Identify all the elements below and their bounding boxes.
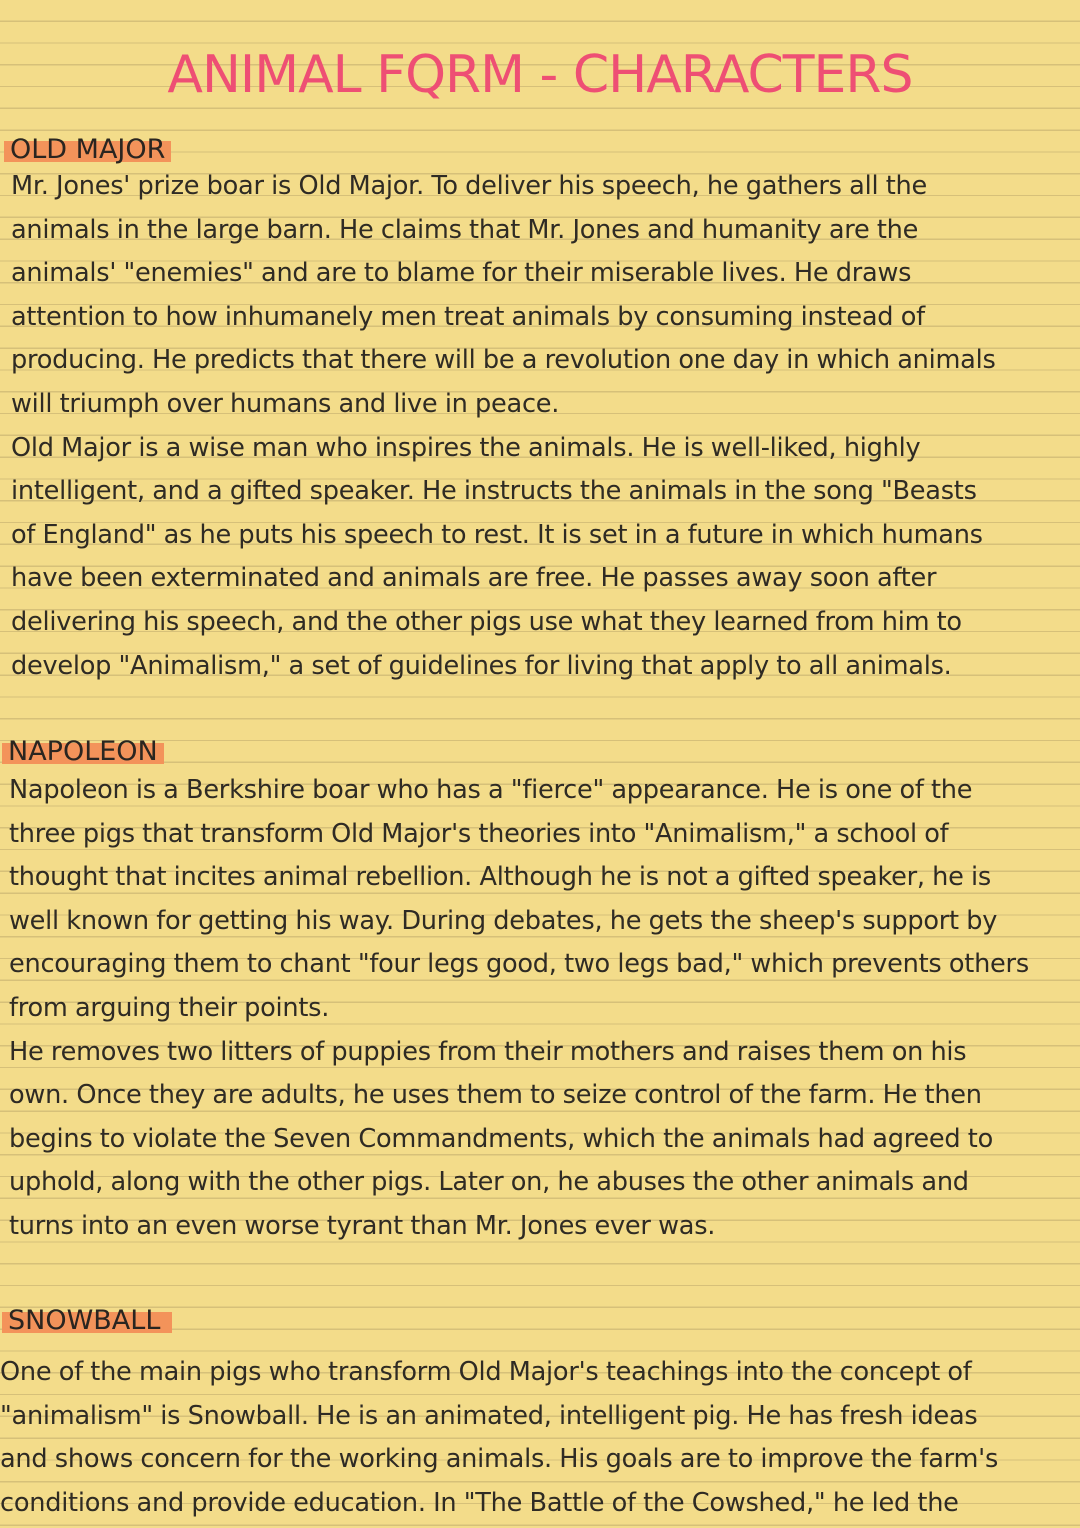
paragraph — [0, 1351, 1080, 1525]
paragraph — [11, 427, 1080, 689]
text-line: animals in the large barn. He claims that Mr. Jones and humanity are the — [11, 214, 919, 245]
section-old-major — [0, 134, 1080, 688]
section-snowball — [0, 1305, 1080, 1525]
text-line: thought that incites animal rebellion. Although he is not a gifted speaker, he is — [9, 862, 991, 893]
text-line: Napoleon is a Berkshire boar who has a "fierce" appearance. He is one of the — [9, 775, 973, 805]
text-line: begins to violate the Seven Commandments, which the animals had agreed to — [9, 1123, 993, 1154]
section-heading: OLD MAJOR — [4, 134, 171, 166]
paragraph — [11, 165, 1080, 427]
text-line: Mr. Jones' prize boar is Old Major. To deliver his speech, he gathers all the — [11, 171, 927, 201]
section-heading: NAPOLEON — [2, 736, 164, 768]
section-heading: SNOWBALL — [2, 1305, 172, 1337]
text-line: Old Major is a wise man who inspires the animals. He is well-liked, highly — [11, 432, 921, 463]
text-line: encouraging them to chant "four legs good, two legs bad," which prevents others — [9, 949, 1029, 980]
text-line: He removes two litters of puppies from their mothers and raises them on his — [9, 1036, 967, 1067]
text-line: well known for getting his way. During debates, he gets the sheep's support by — [9, 905, 998, 936]
text-line: three pigs that transform Old Major's theories into "Animalism," a school of — [9, 818, 949, 849]
text-line: producing. He predicts that there will be a revolution one day in which animals — [11, 345, 996, 376]
page-title: ANIMAL FQRM - CHARACTERS — [167, 45, 913, 105]
text-line: will triumph over humans and live in peace. — [11, 388, 560, 419]
text-line: animals' "enemies" and are to blame for their miserable lives. He draws — [11, 258, 912, 289]
text-line: intelligent, and a gifted speaker. He instructs the animals in the song "Beasts — [11, 476, 977, 507]
text-line: "animalism" is Snowball. He is an animated, intelligent pig. He has fresh ideas — [0, 1400, 978, 1431]
text-line: delivering his speech, and the other pigs use what they learned from him to — [11, 606, 962, 637]
section-napoleon — [0, 736, 1080, 1249]
text-line: own. Once they are adults, he uses them to seize control of the farm. He then — [9, 1080, 982, 1111]
text-line: have been exterminated and animals are free. He passes away soon after — [11, 563, 937, 594]
text-line: and shows concern for the working animals. His goals are to improve the farm's — [0, 1444, 999, 1475]
text-line: from arguing their points. — [9, 992, 330, 1023]
text-line: One of the main pigs who transform Old Major's teachings into the concept of — [0, 1357, 972, 1387]
text-line: develop "Animalism," a set of guidelines for living that apply to all animals. — [11, 650, 952, 681]
paragraph — [9, 769, 1080, 1031]
paragraph — [9, 1031, 1080, 1249]
text-line: uphold, along with the other pigs. Later on, he abuses the other animals and — [9, 1167, 969, 1198]
text-line: attention to how inhumanely men treat animals by consuming instead of — [11, 301, 925, 332]
text-line: of England" as he puts his speech to rest. It is set in a future in which humans — [11, 519, 983, 550]
text-line: conditions and provide education. In "The Battle of the Cowshed," he led the — [0, 1487, 959, 1518]
text-line: turns into an even worse tyrant than Mr. Jones ever was. — [9, 1210, 716, 1241]
